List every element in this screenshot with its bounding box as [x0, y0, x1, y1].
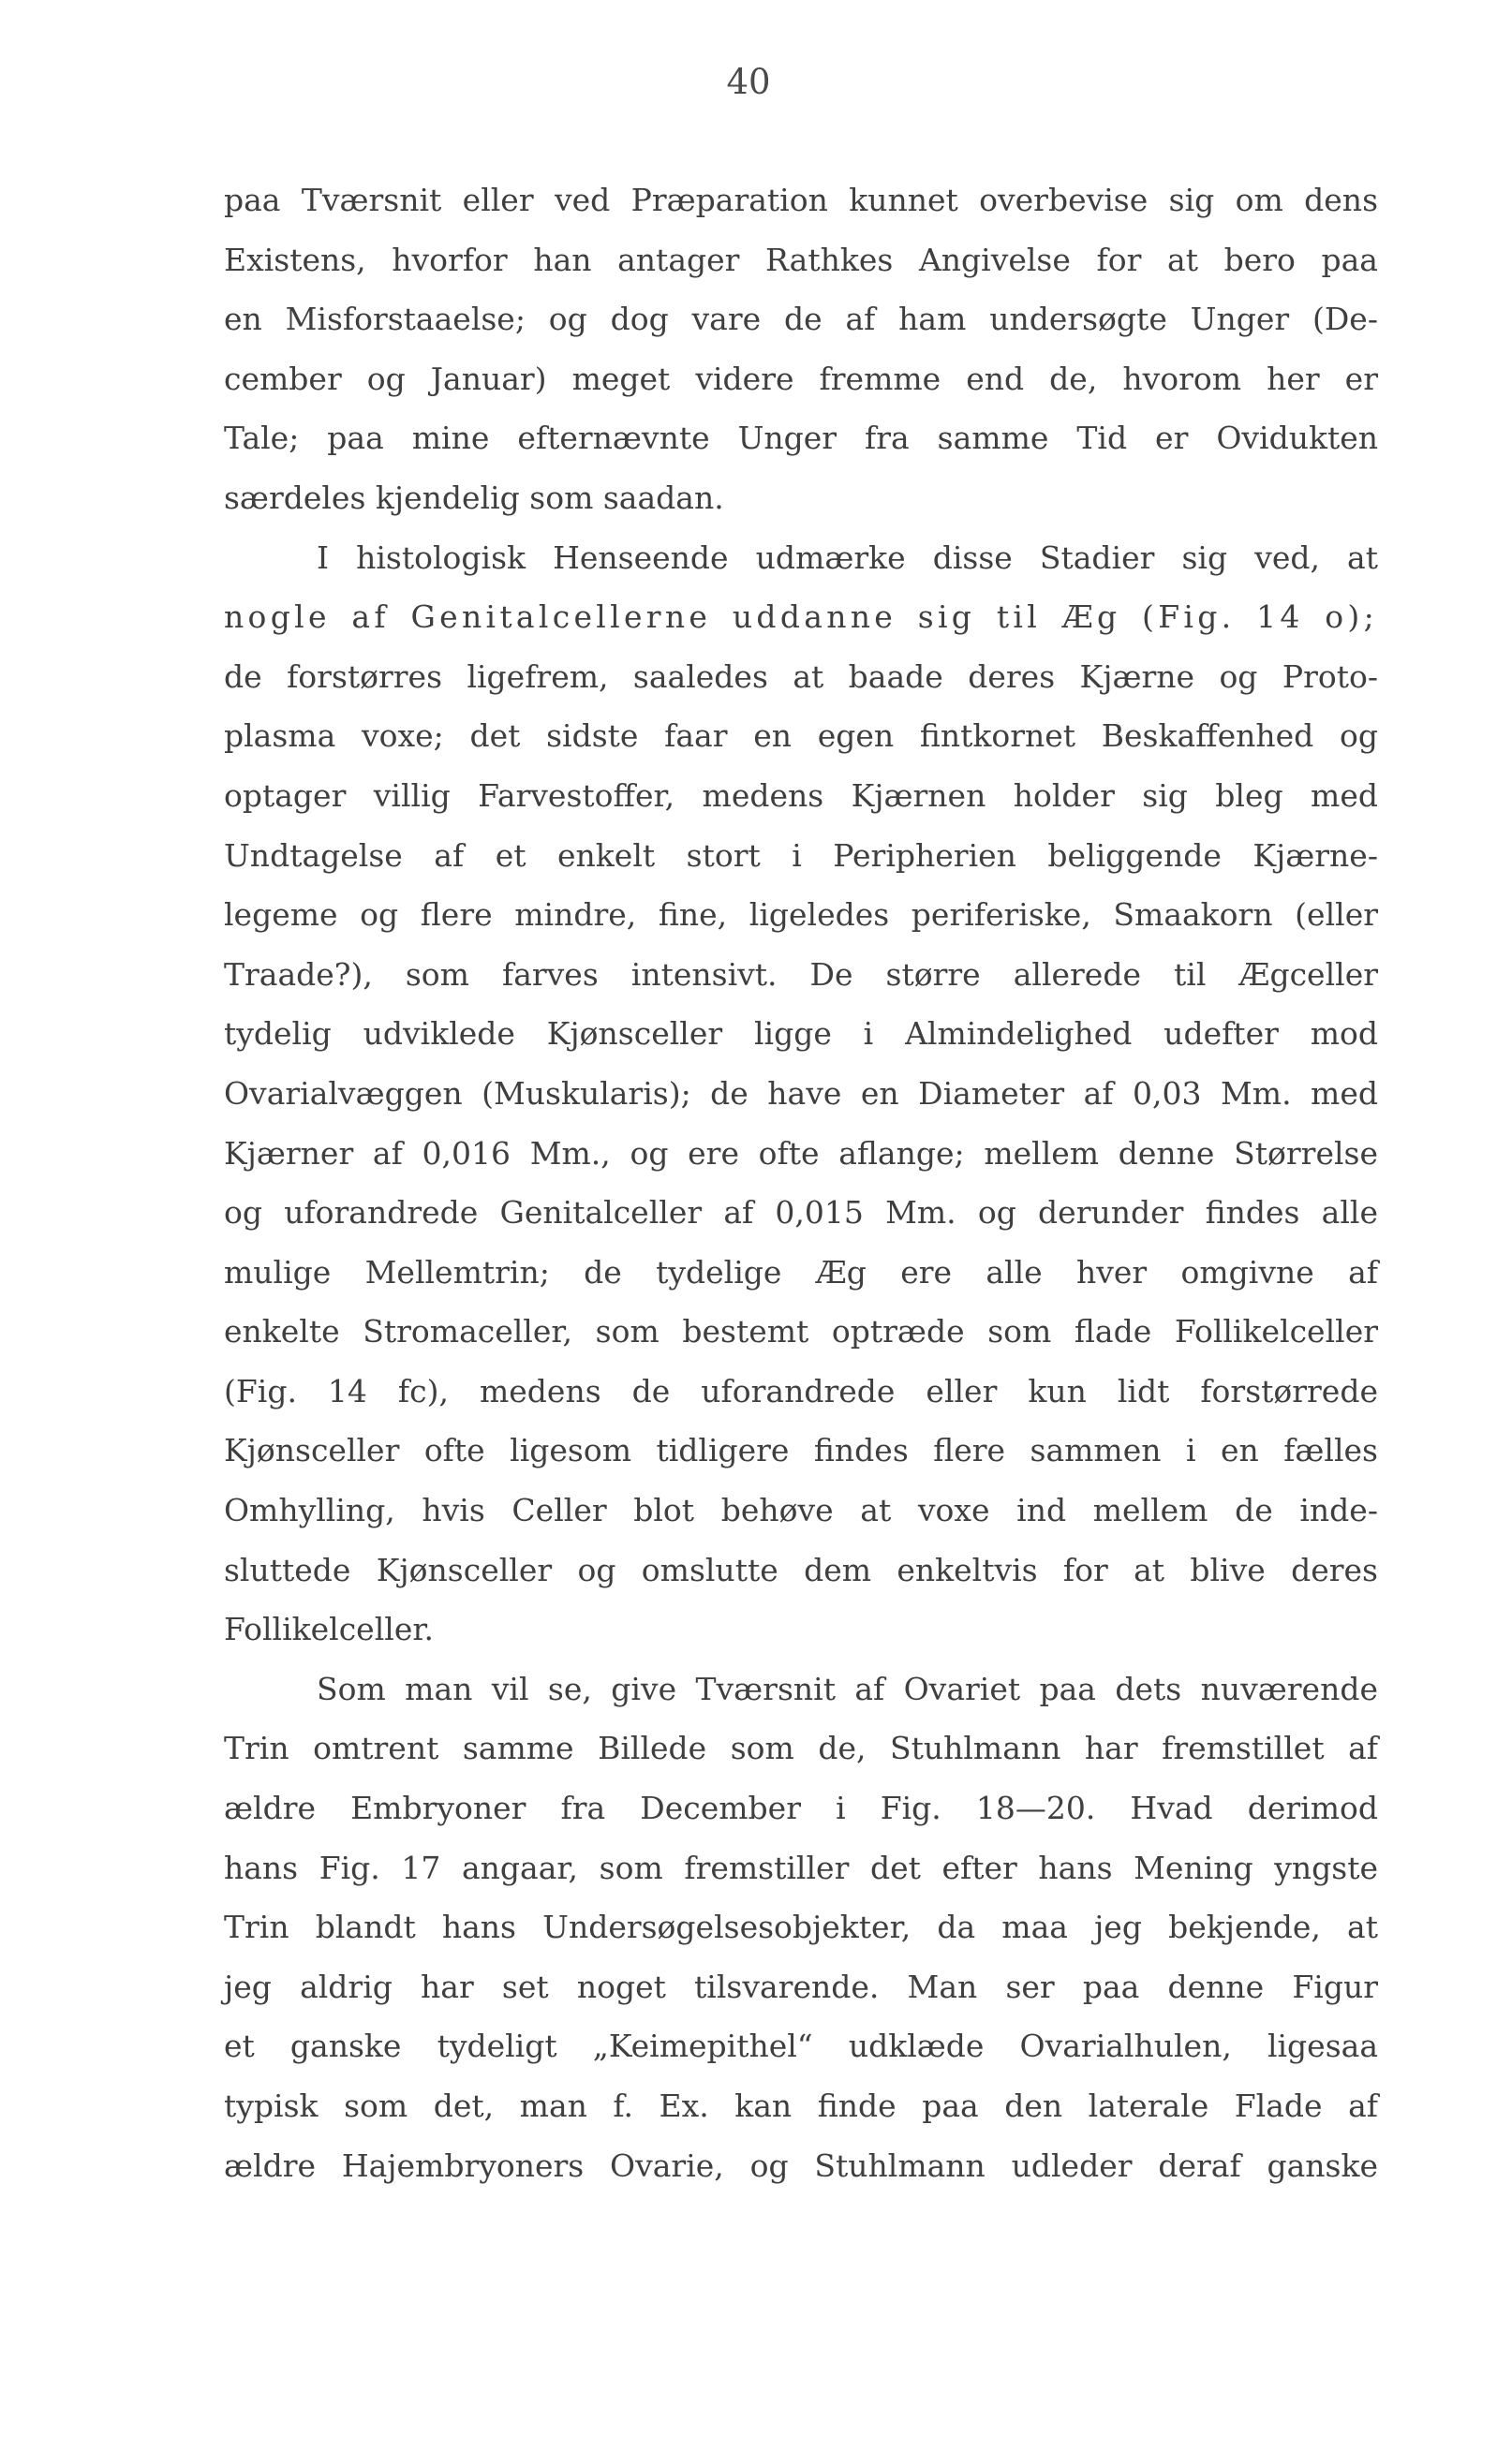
text-line: paa Tværsnit eller ved Præparation kunnet overbevise sig om dens	[224, 182, 1378, 218]
text-line: Som man vil se, give Tværsnit af Ovariet paa dets nuværende	[317, 1670, 1378, 1707]
text-line: jeg aldrig har set noget tilsvarende. Man ser paa denne Figur	[224, 1968, 1378, 2005]
text-line: legeme og flere mindre, fine, ligeledes periferiske, Smaakorn (eller	[224, 896, 1378, 934]
text-line: et ganske tydeligt „Keimepithel“ udklæde Ovarialhulen, ligesaa	[224, 2028, 1378, 2065]
text-line: særdeles kjendelig som saadan.	[224, 479, 724, 516]
text-line: Kjønsceller ofte ligesom tidligere findes flere sammen i en fælles	[224, 1432, 1378, 1469]
text-line: Existens, hvorfor han antager Rathkes Angivelse for at bero paa	[224, 241, 1378, 278]
text-line: ældre Hajembryoners Ovarie, og Stuhlmann udleder deraf ganske	[224, 2147, 1378, 2184]
text-line: optager villig Farvestoffer, medens Kjærnen holder sig bleg med	[224, 776, 1378, 814]
text-line: Tale; paa mine efternævnte Unger fra samme Tid er Ovidukten	[224, 420, 1378, 457]
text-line: mulige Mellemtrin; de tydelige Æg ere alle hver omgivne af	[224, 1253, 1378, 1291]
text-line: Undtagelse af et enkelt stort i Peripherien beliggende Kjærne-	[224, 836, 1378, 874]
text-line: Follikelceller.	[224, 1611, 434, 1648]
text-line: en Misforstaaelse; og dog vare de af ham undersøgte Unger (De-	[224, 301, 1378, 338]
text-line: ældre Embryoner fra December i Fig. 18—20. Hvad derimod	[224, 1790, 1378, 1827]
text-line: Traade?), som farves intensivt. De større allerede til Ægceller	[224, 955, 1378, 993]
text-line: Omhylling, hvis Celler blot behøve at voxe ind mellem de inde-	[224, 1492, 1378, 1529]
text-line: og uforandrede Genitalceller af 0,015 Mm. og derunder findes alle	[224, 1194, 1378, 1232]
body-text	[224, 170, 1378, 2195]
page-number: 40	[726, 62, 771, 102]
text-line: Ovarialvæggen (Muskularis); de have en Diameter af 0,03 Mm. med	[224, 1074, 1378, 1112]
text-line: (Fig. 14 fc), medens de uforandrede eller kun lidt forstørrede	[224, 1372, 1378, 1409]
text-line: Trin blandt hans Undersøgelsesobjekter, da maa jeg bekjende, at	[224, 1909, 1378, 1946]
text-line: Trin omtrent samme Billede som de, Stuhlmann har fremstillet af	[224, 1730, 1378, 1767]
text-line: typisk som det, man f. Ex. kan finde paa den laterale Flade af	[224, 2088, 1378, 2124]
text-line: de forstørres ligefrem, saaledes at baade deres Kjærne og Proto-	[224, 657, 1378, 695]
text-line: nogle af Genitalcellerne uddanne sig til Æg (Fig. 14 o);	[224, 598, 1378, 636]
text-line: cember og Januar) meget videre fremme end de, hvorom her er	[224, 360, 1378, 397]
text-line: tydelig udviklede Kjønsceller ligge i Almindelighed udefter mod	[224, 1015, 1378, 1053]
text-line: I histologisk Henseende udmærke disse Stadier sig ved, at	[317, 539, 1378, 576]
text-line: sluttede Kjønsceller og omslutte dem enkeltvis for at blive deres	[224, 1551, 1378, 1588]
text-line: enkelte Stromaceller, som bestemt optræde som flade Follikelceller	[224, 1313, 1378, 1350]
text-line: hans Fig. 17 angaar, som fremstiller det efter hans Mening yngste	[224, 1849, 1378, 1886]
text-line: Kjærner af 0,016 Mm., og ere ofte aflange; mellem denne Størrelse	[224, 1134, 1378, 1172]
text-line: plasma voxe; det sidste faar en egen fintkornet Beskaffenhed og	[224, 717, 1378, 755]
